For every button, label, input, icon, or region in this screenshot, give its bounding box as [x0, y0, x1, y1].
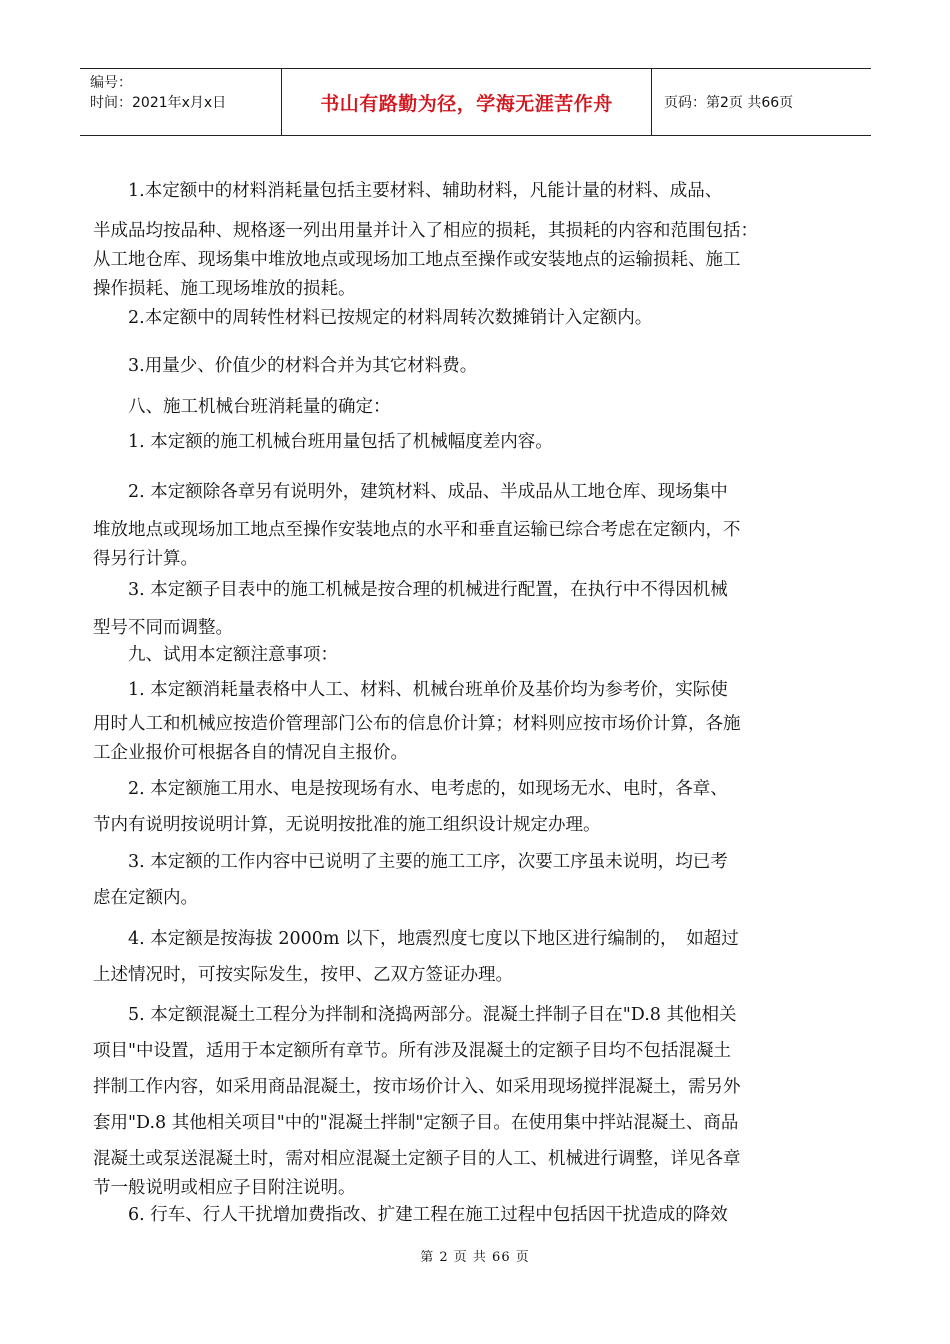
- document-number-label: 编号：: [90, 75, 132, 91]
- header-page-info: 页码：第2页 共66页: [664, 95, 794, 111]
- header-meta: [80, 69, 282, 135]
- section-heading-8: [93, 393, 860, 422]
- text-line: 2.本定额中的周转性材料已按规定的材料周转次数摊销计入定额内。: [93, 308, 653, 328]
- text-line: 2. 本定额除各章另有说明外，建筑材料、成品、半成品从工地仓库、现场集中: [93, 482, 728, 502]
- paragraph-6: [93, 478, 860, 574]
- text-line: 从工地仓库、现场集中堆放地点或现场加工地点至操作或安装地点的运输损耗、施工: [93, 250, 741, 270]
- text-line: 3.用量少、价值少的材料合并为其它材料费。: [93, 356, 478, 376]
- text-line: 九、试用本定额注意事项：: [93, 645, 338, 665]
- paragraph-2: [93, 304, 860, 333]
- paragraph-10: [93, 775, 860, 840]
- text-line: 节内有说明按说明计算，无说明按批准的施工组织设计规定办理。: [93, 815, 601, 835]
- text-line: 套用"D.8 其他相关项目"中的"混凝土拌制"定额子目。在使用集中拌站混凝土、商品: [93, 1113, 739, 1133]
- section-heading-9: [93, 641, 860, 670]
- text-line: 得另行计算。: [93, 549, 198, 569]
- text-line: 工企业报价可根据各自的情况自主报价。: [93, 743, 408, 763]
- text-line: 5. 本定额混凝土工程分为拌制和浇捣两部分。混凝土拌制子目在"D.8 其他相关: [93, 1005, 737, 1025]
- text-line: 堆放地点或现场加工地点至操作安装地点的水平和垂直运输已综合考虑在定额内，不: [93, 520, 741, 540]
- text-line: 型号不同而调整。: [93, 618, 233, 638]
- text-line: 上述情况时，可按实际发生，按甲、乙双方签证办理。: [93, 965, 513, 985]
- paragraph-13: [93, 1001, 860, 1203]
- text-line: 操作损耗、施工现场堆放的损耗。: [93, 279, 356, 299]
- text-line: 4. 本定额是按海拔 2000m 以下，地震烈度七度以下地区进行编制的， 如超过: [93, 929, 739, 949]
- document-date: 时间：2021年x月x日: [90, 95, 227, 111]
- paragraph-7: [93, 576, 860, 643]
- paragraph-5: [93, 428, 860, 457]
- paragraph-9: [93, 676, 860, 768]
- text-line: 1.本定额中的材料消耗量包括主要材料、辅助材料，凡能计量的材料、成品、: [93, 181, 723, 201]
- text-line: 3. 本定额的工作内容中已说明了主要的施工工序，次要工序虽未说明，均已考: [93, 852, 728, 872]
- paragraph-12: [93, 925, 860, 990]
- text-line: 拌制工作内容，如采用商品混凝土，按市场价计入、如采用现场搅拌混凝土，需另外: [93, 1077, 741, 1097]
- text-line: 虑在定额内。: [93, 888, 198, 908]
- text-line: 1. 本定额的施工机械台班用量包括了机械幅度差内容。: [93, 432, 553, 452]
- text-line: 6. 行车、行人干扰增加费指改、扩建工程在施工过程中包括因干扰造成的降效: [93, 1205, 728, 1225]
- paragraph-1: [93, 177, 860, 304]
- paragraph-14: [93, 1201, 860, 1230]
- page-header: [80, 68, 871, 136]
- text-line: 3. 本定额子目表中的施工机械是按合理的机械进行配置，在执行中不得因机械: [93, 580, 728, 600]
- text-line: 八、施工机械台班消耗量的确定：: [93, 397, 391, 417]
- text-line: 项目"中设置，适用于本定额所有章节。所有涉及混凝土的定额子目均不包括混凝土: [93, 1041, 732, 1061]
- header-motto: 书山有路勤为径，学海无涯苦作舟: [282, 69, 652, 135]
- paragraph-3: [93, 352, 860, 381]
- text-line: 混凝土或泵送混凝土时，需对相应混凝土定额子目的人工、机械进行调整，详见各章: [93, 1149, 741, 1169]
- page-footer: 第 2 页 共 66 页: [420, 1250, 530, 1265]
- text-line: 半成品均按品种、规格逐一列出用量并计入了相应的损耗，其损耗的内容和范围包括：: [93, 221, 758, 241]
- text-line: 1. 本定额消耗量表格中人工、材料、机械台班单价及基价均为参考价，实际使: [93, 680, 728, 700]
- text-line: 节一般说明或相应子目附注说明。: [93, 1178, 356, 1198]
- text-line: 2. 本定额施工用水、电是按现场有水、电考虑的，如现场无水、电时，各章、: [93, 779, 728, 799]
- text-line: 用时人工和机械应按造价管理部门公布的信息价计算；材料则应按市场价计算，各施: [93, 714, 741, 734]
- paragraph-11: [93, 848, 860, 913]
